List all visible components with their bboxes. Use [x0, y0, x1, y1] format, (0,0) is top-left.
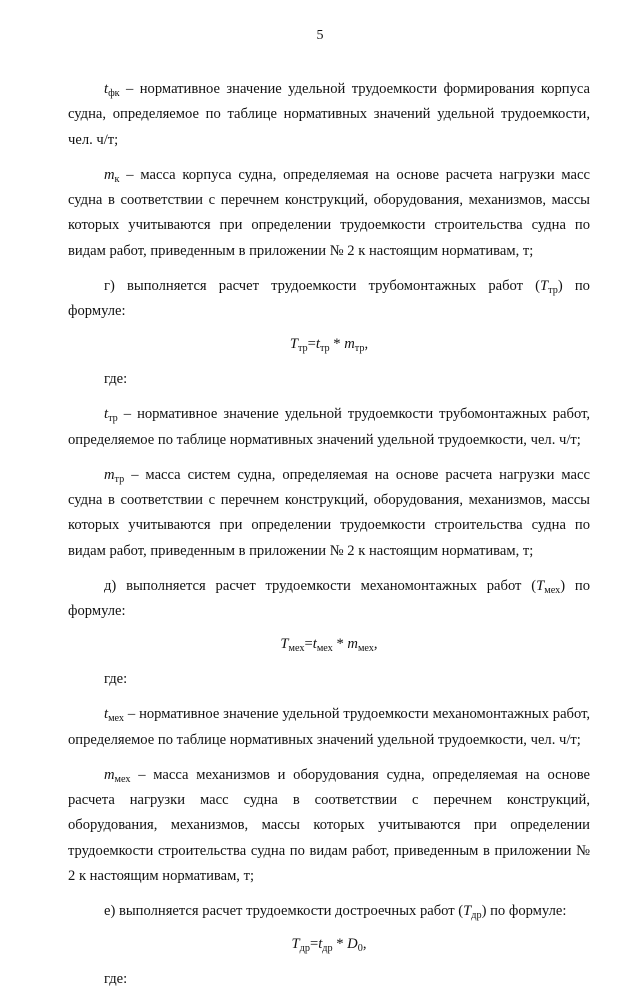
where-label-1: где:: [104, 370, 128, 387]
paragraph-t-mekh: $t_{мех}$ – нормативное значение удельной трудоемкости механомонтажных работ, определяемое по таблице нормативных значений удельной трудоемкости, чел. ч/т;: [68, 706, 590, 748]
where-label-3: где:: [104, 970, 128, 987]
formula-t-tr: $T_{тр}=t_{тр} * m_{тр}$,: [289, 335, 369, 354]
where-label-2: где:: [104, 670, 128, 687]
formula-t-dr: $T_{др}=t_{др} * D_0$,: [291, 935, 367, 954]
paragraph-item-d: д) выполняется расчет трудоемкости механомонтажных работ $(T_{мех})$ по формуле:: [68, 578, 590, 620]
formula-t-mekh: $T_{мех}=t_{мех} * m_{мех}$,: [280, 635, 378, 654]
paragraph-item-e: е) выполняется расчет трудоемкости достроечных работ $(T_{др})$ по формуле:: [104, 903, 567, 922]
paragraph-item-g: г) выполняется расчет трудоемкости трубомонтажных работ $(T_{тр})$ по формуле:: [68, 278, 590, 320]
page-number: 5: [316, 28, 324, 43]
paragraph-t-tr: $t_{тр}$ – нормативное значение удельной трудоемкости трубомонтажных работ, определяемое по таблице нормативных значений удельной трудоемкости, чел. ч/т;: [68, 406, 590, 448]
paragraph-m-k: $m_к$ – масса корпуса судна, определяемая на основе расчета нагрузки масс судна в соответствии с перечнем конструкций, оборудования, механизмов, массы которых учитываются при определении трудоемкости строительства судна по видам работ, приведенным в приложении № 2 к настоящим нормативам, т;: [68, 166, 590, 259]
paragraph-m-tr: $m_{тр}$ – масса систем судна, определяемая на основе расчета нагрузки масс судна в соответствии с перечнем конструкций, оборудования, механизмов, массы которых учитываются при определении трудоемкости строительства судна по видам работ, приведенным в приложении № 2 к настоящим нормативам, т;: [68, 466, 590, 559]
paragraph-m-mekh: $m_{мех}$ – масса механизмов и оборудования судна, определяемая на основе расчета нагрузки масс судна в соответствии с перечнем конструкций, оборудования, механизмов, массы которых учитываются при определении трудоемкости строительства судна по видам работ, приведенным в приложении № 2 к настоящим нормативам, т;: [68, 766, 590, 885]
paragraph-t-fk: $t_{фк}$ – нормативное значение удельной трудоемкости формирования корпуса судна, определяемое по таблице нормативных значений удельной трудоемкости, чел. ч/т;: [68, 81, 590, 148]
document-body: [68, 77, 590, 992]
